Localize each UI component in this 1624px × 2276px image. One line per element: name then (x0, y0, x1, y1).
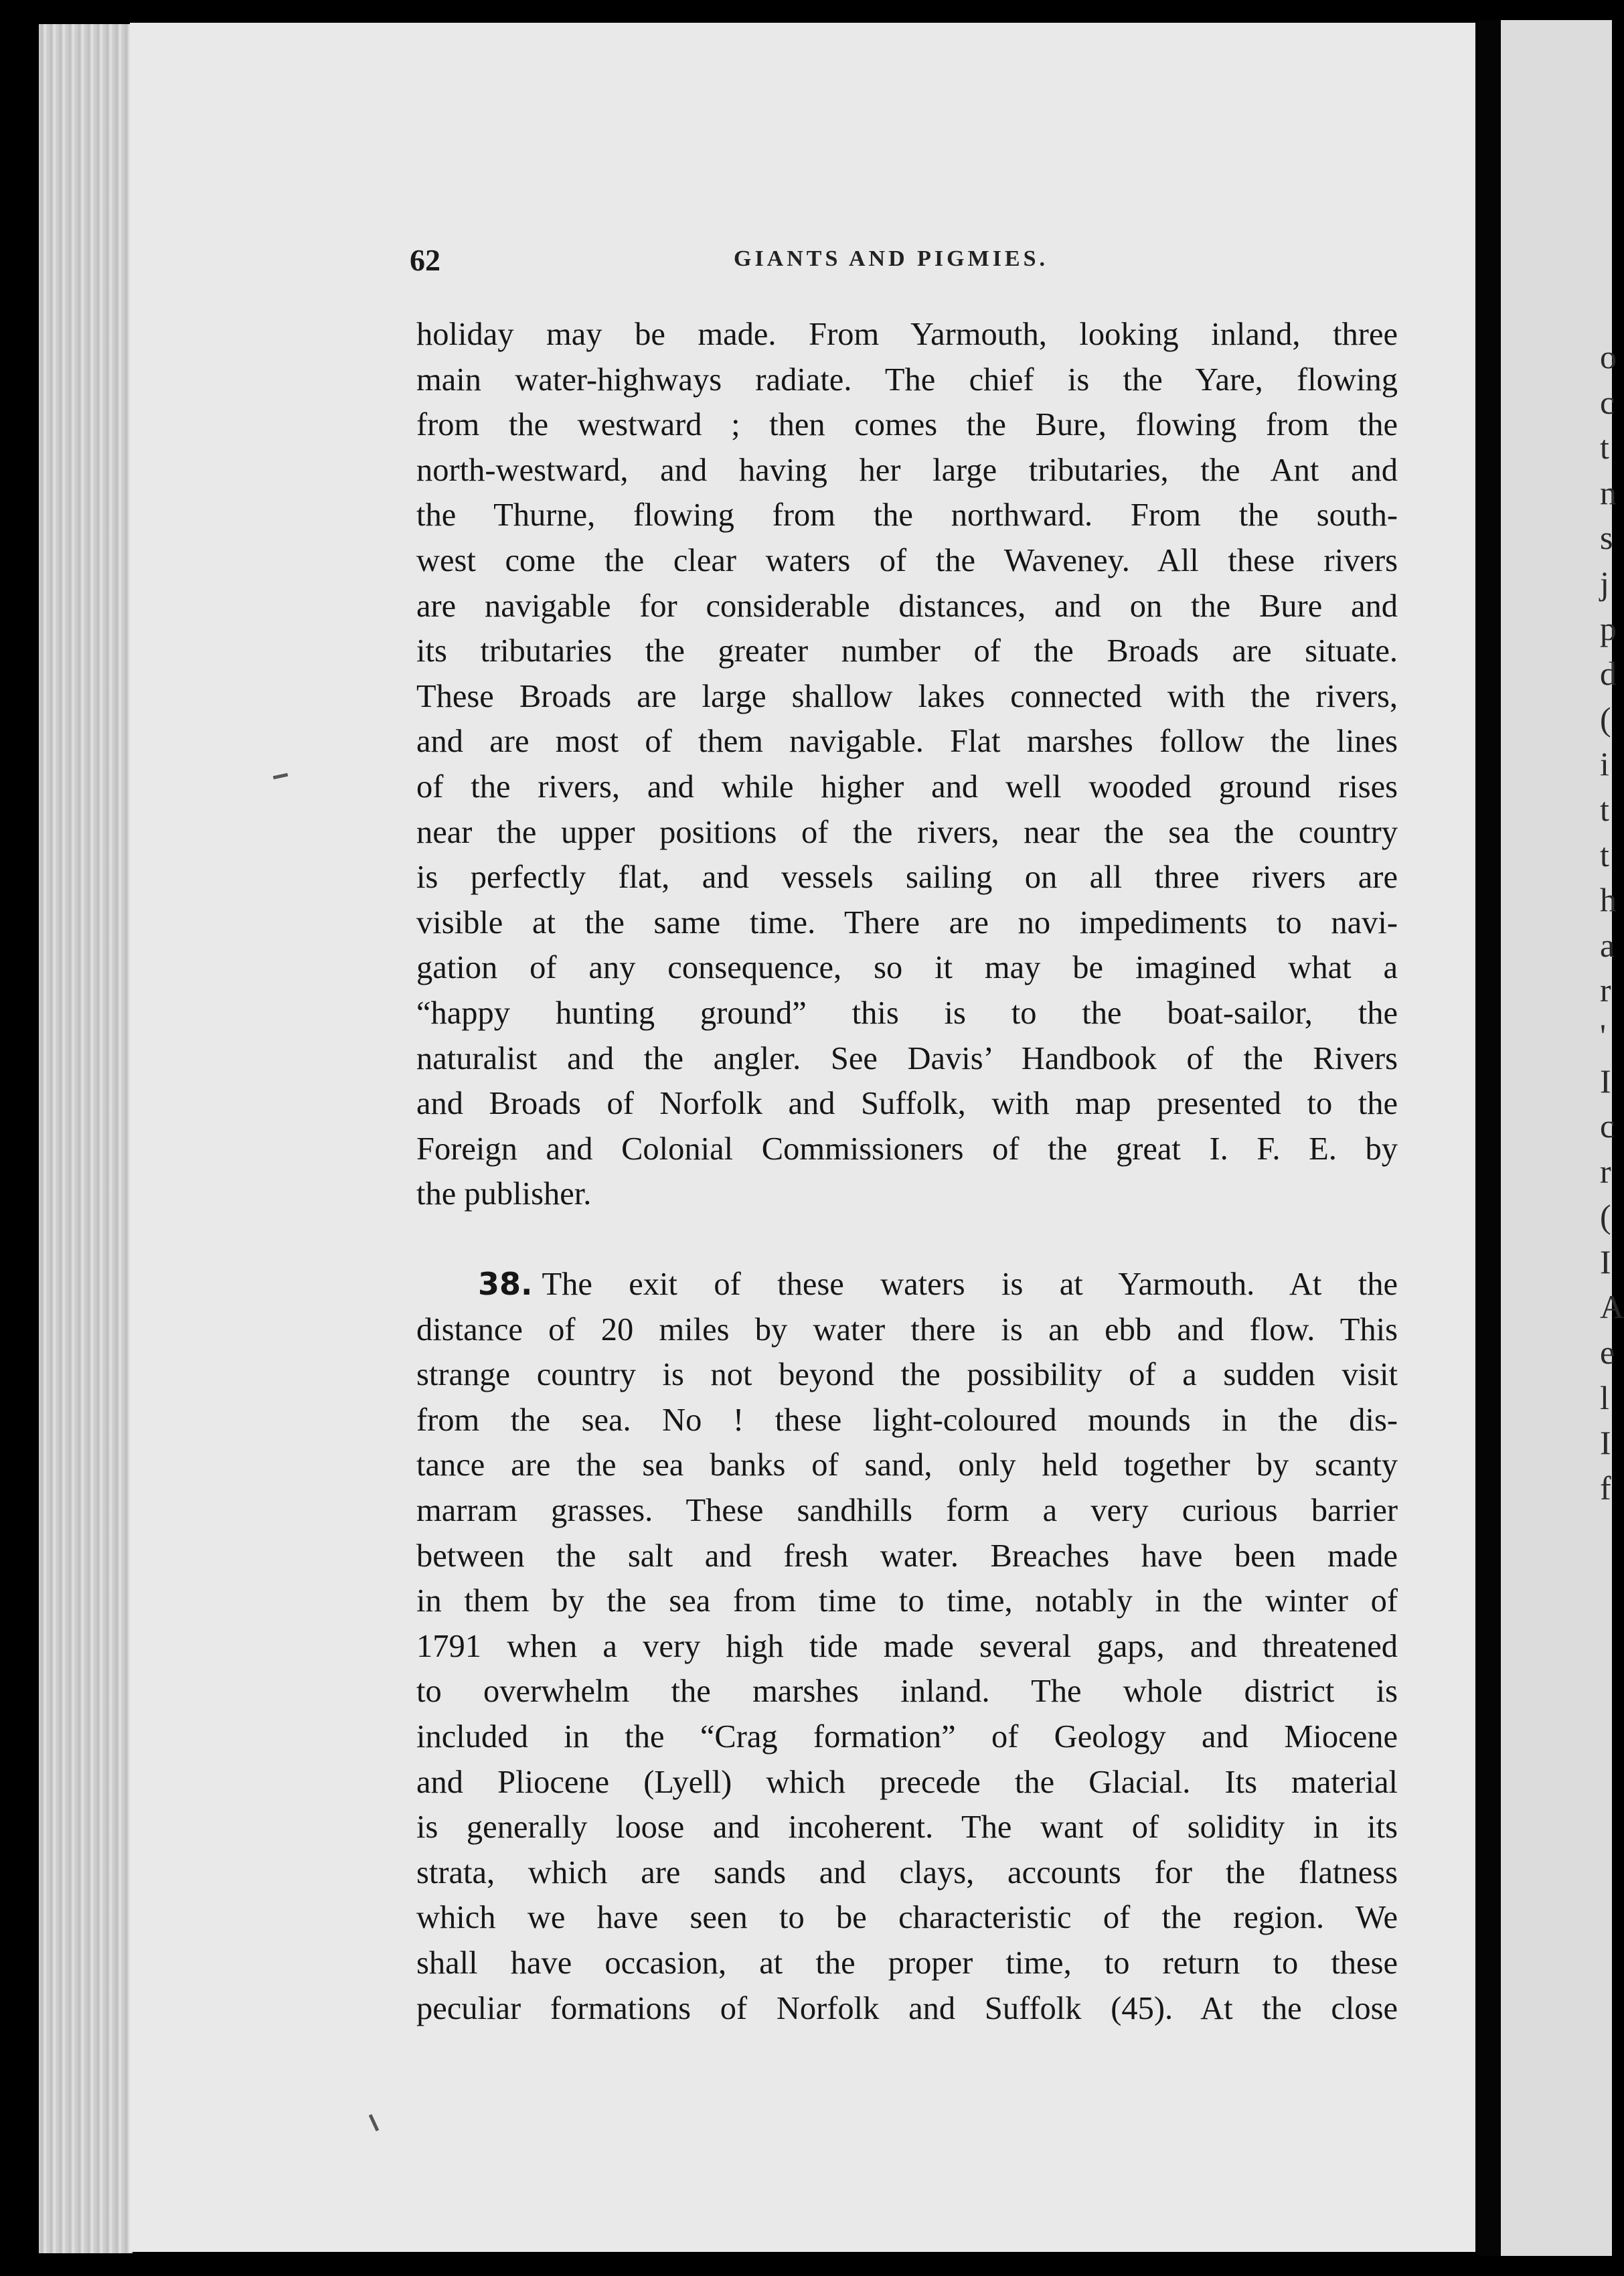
facing-letter: r (1600, 1152, 1611, 1190)
text-line: shall have occasion, at the proper time, to return to these (416, 1945, 1398, 1981)
facing-letter: I (1600, 1424, 1611, 1462)
facing-letter: d (1600, 655, 1617, 693)
text-line: holiday may be made. From Yarmouth, looking inland, three (416, 317, 1398, 352)
text-line: are navigable for considerable distances, and on the Bure and (416, 588, 1398, 624)
paragraph-first-line (416, 1262, 1398, 1307)
page-number: 62 (410, 243, 440, 277)
text-line: of the rivers, and while higher and well wooded ground rises (416, 768, 1398, 805)
text-line: tance are the sea banks of sand, only held together by scanty (416, 1447, 1398, 1483)
facing-letter: t (1600, 835, 1609, 874)
facing-letter: n (1600, 473, 1617, 511)
text-line: included in the “Crag formation” of Geology and Miocene (416, 1718, 1398, 1755)
page-edges (39, 24, 133, 2253)
book-spine-shadow (1478, 20, 1501, 2256)
facing-letter: l (1600, 1378, 1609, 1416)
text-line: distance of 20 miles by water there is an ebb and flow. This (416, 1311, 1398, 1348)
text-line: and Pliocene (Lyell) which precede the Glacial. Its material (416, 1764, 1398, 1800)
text-line: between the salt and fresh water. Breaches have been made (416, 1538, 1398, 1574)
facing-letter: e (1600, 1333, 1615, 1372)
text-line: is perfectly flat, and vessels sailing on all three rivers are (416, 860, 1398, 896)
text-line: near the upper positions of the rivers, near the sea the country (416, 814, 1398, 850)
text-line: the publisher. (416, 1176, 592, 1212)
running-head: GIANTS AND PIGMIES. (734, 246, 1049, 271)
facing-letter: h (1600, 881, 1617, 919)
text-line: is generally loose and incoherent. The want of solidity in its (416, 1809, 1398, 1846)
text-line: and are most of them navigable. Flat marshes follow the lines (416, 724, 1398, 760)
facing-letter: a (1600, 926, 1615, 964)
facing-letter: t (1600, 790, 1609, 828)
text-line: and Broads of Norfolk and Suffolk, with map presented to the (416, 1086, 1398, 1122)
section-number: 38. (478, 1266, 533, 1302)
text-line: which we have seen to be characteristic of the region. We (416, 1900, 1398, 1936)
facing-letter: o (1600, 338, 1617, 376)
text-line: “happy hunting ground” this is to the boat-sailor, the (416, 995, 1398, 1031)
text-line: north-westward, and having her large tributaries, the Ant and (416, 452, 1398, 488)
facing-letter: ' (1600, 1016, 1607, 1054)
text-line: These Broads are large shallow lakes connected with the rivers, (416, 678, 1398, 714)
text-line: gation of any consequence, so it may be imagined what a (416, 950, 1398, 986)
facing-letter: ( (1600, 1198, 1611, 1236)
text-line: its tributaries the greater number of the Broads are situate. (416, 633, 1398, 669)
paragraph-2 (416, 1262, 1398, 2031)
text-line: visible at the same time. There are no impediments to navi- (416, 904, 1398, 941)
text-line: peculiar formations of Norfolk and Suffolk (45). At the close (416, 1990, 1398, 2026)
text-line: from the westward ; then comes the Bure, flowing from the (416, 407, 1398, 443)
facing-letter: s (1600, 519, 1613, 557)
text-line: west come the clear waters of the Waveney. All these rivers (416, 542, 1398, 578)
text-line: strange country is not beyond the possibility of a sudden visit (416, 1357, 1398, 1393)
text-line: from the sea. No ! these light-coloured mounds in the dis- (416, 1402, 1398, 1438)
facing-page (1501, 20, 1624, 2256)
facing-page-text-edge (1600, 335, 1624, 1511)
facing-letter: f (1600, 1469, 1611, 1507)
facing-letter: r (1600, 971, 1611, 1009)
text-line: main water-highways radiate. The chief is the Yare, flowing (416, 361, 1398, 398)
facing-letter: j (1600, 564, 1609, 602)
text-line: 1791 when a very high tide made several gaps, and threatened (416, 1628, 1398, 1664)
text-line: naturalist and the angler. See Davis’ Handbook of the Rivers (416, 1040, 1398, 1076)
facing-letter: i (1600, 745, 1609, 783)
text-line: in them by the sea from time to time, notably in the winter of (416, 1583, 1398, 1619)
text-line: marram grasses. These sandhills form a very curious barrier (416, 1492, 1398, 1528)
facing-letter: c (1600, 383, 1615, 421)
facing-letter: I (1600, 1062, 1611, 1100)
text-line: The exit of these waters is at Yarmouth. At the (542, 1267, 1398, 1302)
facing-letter: t (1600, 428, 1609, 467)
facing-letter: p (1600, 609, 1617, 647)
text-line: the Thurne, flowing from the northward. From the south- (416, 497, 1398, 534)
text-line: Foreign and Colonial Commissioners of the great I. F. E. by (416, 1131, 1398, 1167)
text-line: strata, which are sands and clays, accounts for the flatness (416, 1854, 1398, 1890)
paragraph-1 (416, 312, 1398, 1217)
facing-letter: A (1600, 1288, 1624, 1326)
facing-letter: ( (1600, 700, 1611, 738)
text-line: to overwhelm the marshes inland. The whole district is (416, 1674, 1398, 1710)
facing-letter: I (1600, 1242, 1611, 1281)
facing-letter: c (1600, 1107, 1615, 1145)
